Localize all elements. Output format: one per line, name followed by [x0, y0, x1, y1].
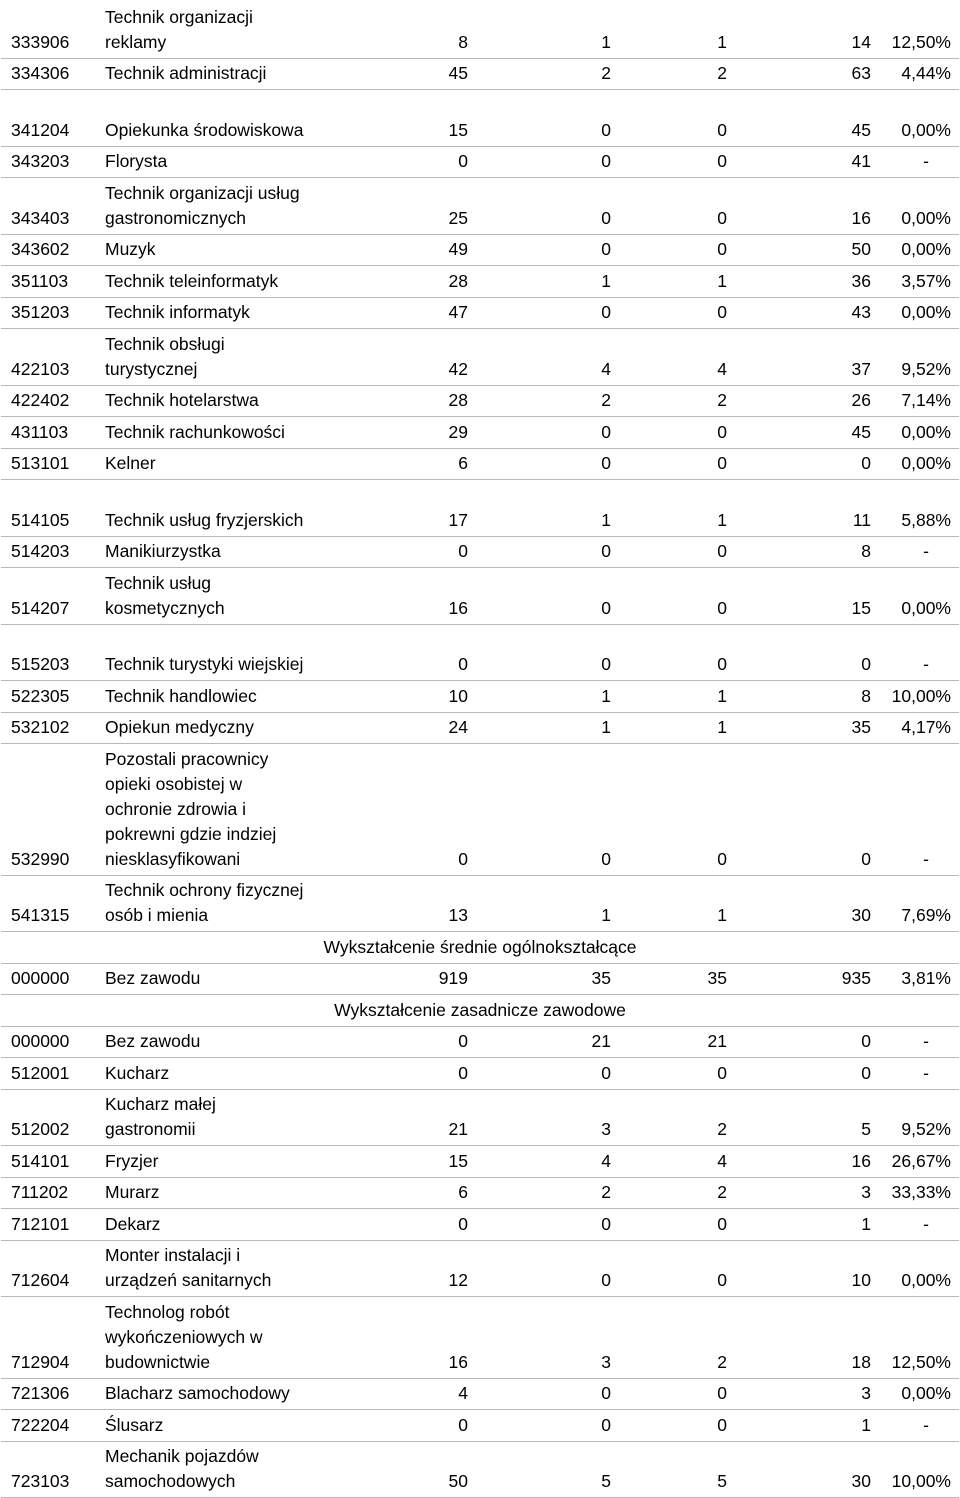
section-header [1, 995, 959, 1027]
percentage: 7,14% [901, 388, 951, 413]
table-row [1, 713, 959, 745]
value-col-2: 0 [601, 1413, 611, 1438]
percentage: 10,00% [892, 684, 951, 709]
percentage: 0,00% [901, 206, 951, 231]
value-col-3: 1 [717, 30, 727, 55]
value-col-4: 16 [852, 1149, 871, 1174]
value-col-1: 0 [458, 1413, 468, 1438]
occupation-name: Pozostali pracownicy opieki osobistej w ochronie zdrowia i pokrewni gdzie indziej niesklasyfikowani [105, 747, 305, 872]
percentage: 33,33% [892, 1180, 951, 1205]
percentage: - [923, 539, 929, 564]
occupation-code: 712604 [11, 1268, 69, 1293]
table-row [1, 1379, 959, 1411]
value-col-2: 0 [601, 420, 611, 445]
value-col-1: 45 [449, 61, 468, 86]
value-col-1: 17 [449, 508, 468, 533]
value-col-4: 35 [852, 715, 871, 740]
occupation-name: Technik hotelarstwa [105, 388, 305, 413]
percentage: 7,69% [901, 903, 951, 928]
value-col-1: 28 [449, 388, 468, 413]
value-col-3: 0 [717, 1413, 727, 1438]
value-col-1: 8 [458, 30, 468, 55]
table-row [1, 178, 959, 235]
value-col-2: 1 [601, 715, 611, 740]
value-col-2: 3 [601, 1350, 611, 1375]
value-col-4: 37 [852, 357, 871, 382]
table-row [1, 1146, 959, 1178]
table-row [1, 1410, 959, 1442]
percentage: - [923, 1413, 929, 1438]
percentage: 9,52% [901, 357, 951, 382]
value-col-2: 0 [601, 1381, 611, 1406]
section-title: Wykształcenie średnie ogólnokształcące [323, 935, 636, 960]
value-col-3: 0 [717, 1212, 727, 1237]
value-col-1: 24 [449, 715, 468, 740]
value-col-4: 3 [861, 1381, 871, 1406]
value-col-4: 1 [861, 1413, 871, 1438]
occupation-name: Technik administracji [105, 61, 305, 86]
percentage: - [923, 1029, 929, 1054]
table-row [1, 1209, 959, 1241]
value-col-3: 0 [717, 237, 727, 262]
occupation-code: 722204 [11, 1413, 69, 1438]
value-col-2: 2 [601, 388, 611, 413]
value-col-2: 4 [601, 357, 611, 382]
table-row [1, 625, 959, 682]
table-row [1, 329, 959, 386]
value-col-2: 0 [601, 652, 611, 677]
value-col-1: 16 [449, 1350, 468, 1375]
occupation-name: Kucharz [105, 1061, 305, 1086]
value-col-1: 6 [458, 1180, 468, 1205]
value-col-4: 0 [861, 451, 871, 476]
value-col-2: 2 [601, 1180, 611, 1205]
value-col-4: 8 [861, 539, 871, 564]
value-col-1: 50 [449, 1469, 468, 1494]
occupation-code: 723103 [11, 1469, 69, 1494]
table-row [1, 568, 959, 625]
occupation-name: Technik obsługi turystycznej [105, 332, 305, 382]
value-col-1: 16 [449, 596, 468, 621]
value-col-4: 0 [861, 1029, 871, 1054]
value-col-2: 3 [601, 1117, 611, 1142]
percentage: 5,88% [901, 508, 951, 533]
value-col-2: 1 [601, 269, 611, 294]
occupation-code: 341204 [11, 118, 69, 143]
occupation-code: 541315 [11, 903, 69, 928]
percentage: 26,67% [892, 1149, 951, 1174]
occupation-name: Dekarz [105, 1212, 305, 1237]
value-col-3: 1 [717, 715, 727, 740]
value-col-4: 45 [852, 420, 871, 445]
percentage: 9,52% [901, 1117, 951, 1142]
value-col-3: 0 [717, 847, 727, 872]
occupation-code: 334306 [11, 61, 69, 86]
value-col-1: 0 [458, 1061, 468, 1086]
value-col-3: 0 [717, 596, 727, 621]
value-col-3: 2 [717, 1350, 727, 1375]
data-table [1, 2, 959, 1498]
value-col-4: 30 [852, 1469, 871, 1494]
value-col-1: 12 [449, 1268, 468, 1293]
occupation-code: 512002 [11, 1117, 69, 1142]
occupation-code: 000000 [11, 966, 69, 991]
occupation-name: Kucharz małej gastronomii [105, 1092, 305, 1142]
table-row [1, 964, 959, 996]
occupation-code: 532990 [11, 847, 69, 872]
table-row [1, 537, 959, 569]
occupation-name: Fryzjer [105, 1149, 305, 1174]
occupation-name: Technik ochrony fizycznej osób i mienia [105, 878, 305, 928]
value-col-3: 2 [717, 388, 727, 413]
value-col-4: 5 [861, 1117, 871, 1142]
table-row [1, 90, 959, 147]
occupation-code: 343203 [11, 149, 69, 174]
occupation-name: Technik organizacji usług gastronomicznych [105, 181, 305, 231]
value-col-2: 0 [601, 451, 611, 476]
table-row [1, 449, 959, 481]
percentage: 3,57% [901, 269, 951, 294]
value-col-3: 21 [708, 1029, 727, 1054]
occupation-code: 532102 [11, 715, 69, 740]
value-col-1: 0 [458, 652, 468, 677]
percentage: 4,17% [901, 715, 951, 740]
percentage: 3,81% [901, 966, 951, 991]
occupation-code: 721306 [11, 1381, 69, 1406]
value-col-3: 0 [717, 118, 727, 143]
occupation-code: 712101 [11, 1212, 69, 1237]
table-row [1, 235, 959, 267]
value-col-2: 0 [601, 1212, 611, 1237]
value-col-4: 43 [852, 300, 871, 325]
percentage: 0,00% [901, 1381, 951, 1406]
value-col-3: 0 [717, 1268, 727, 1293]
occupation-name: Technik informatyk [105, 300, 305, 325]
value-col-1: 47 [449, 300, 468, 325]
value-col-4: 41 [852, 149, 871, 174]
table-row [1, 386, 959, 418]
table-row [1, 681, 959, 713]
percentage: - [923, 847, 929, 872]
table-row [1, 1297, 959, 1379]
value-col-2: 1 [601, 30, 611, 55]
value-col-1: 49 [449, 237, 468, 262]
occupation-code: 514101 [11, 1149, 69, 1174]
value-col-4: 1 [861, 1212, 871, 1237]
occupation-code: 343403 [11, 206, 69, 231]
occupation-code: 000000 [11, 1029, 69, 1054]
value-col-3: 4 [717, 357, 727, 382]
value-col-2: 1 [601, 508, 611, 533]
table-row [1, 744, 959, 876]
table-row [1, 266, 959, 298]
value-col-2: 21 [592, 1029, 611, 1054]
value-col-4: 36 [852, 269, 871, 294]
percentage: 4,44% [901, 61, 951, 86]
table-row [1, 1027, 959, 1059]
value-col-1: 10 [449, 684, 468, 709]
value-col-2: 4 [601, 1149, 611, 1174]
value-col-3: 0 [717, 300, 727, 325]
table-row [1, 2, 959, 59]
value-col-4: 50 [852, 237, 871, 262]
value-col-3: 0 [717, 206, 727, 231]
occupation-code: 422103 [11, 357, 69, 382]
value-col-4: 935 [842, 966, 871, 991]
value-col-3: 1 [717, 269, 727, 294]
percentage: 12,50% [892, 30, 951, 55]
value-col-1: 0 [458, 539, 468, 564]
occupation-name: Murarz [105, 1180, 305, 1205]
value-col-4: 8 [861, 684, 871, 709]
value-col-2: 2 [601, 61, 611, 86]
value-col-3: 0 [717, 149, 727, 174]
occupation-code: 343602 [11, 237, 69, 262]
percentage: 12,50% [892, 1350, 951, 1375]
table-row [1, 298, 959, 330]
value-col-4: 45 [852, 118, 871, 143]
occupation-name: Bez zawodu [105, 966, 305, 991]
percentage: 0,00% [901, 300, 951, 325]
table-row [1, 480, 959, 537]
value-col-3: 5 [717, 1469, 727, 1494]
occupation-name: Technik usług kosmetycznych [105, 571, 305, 621]
value-col-1: 919 [439, 966, 468, 991]
value-col-3: 35 [708, 966, 727, 991]
value-col-4: 63 [852, 61, 871, 86]
table-row [1, 1058, 959, 1090]
value-col-2: 0 [601, 539, 611, 564]
value-col-1: 21 [449, 1117, 468, 1142]
occupation-name: Muzyk [105, 237, 305, 262]
value-col-4: 30 [852, 903, 871, 928]
occupation-code: 431103 [11, 420, 68, 445]
occupation-name: Opiekunka środowiskowa [105, 118, 305, 143]
value-col-4: 3 [861, 1180, 871, 1205]
percentage: 0,00% [901, 1268, 951, 1293]
value-col-1: 42 [449, 357, 468, 382]
occupation-name: Technik handlowiec [105, 684, 305, 709]
occupation-name: Florysta [105, 149, 305, 174]
occupation-name: Blacharz samochodowy [105, 1381, 305, 1406]
value-col-1: 15 [449, 118, 468, 143]
value-col-4: 0 [861, 652, 871, 677]
value-col-2: 0 [601, 300, 611, 325]
value-col-3: 2 [717, 1180, 727, 1205]
value-col-3: 0 [717, 451, 727, 476]
value-col-4: 16 [852, 206, 871, 231]
section-header [1, 932, 959, 964]
value-col-3: 1 [717, 508, 727, 533]
value-col-2: 5 [601, 1469, 611, 1494]
table-row [1, 1090, 959, 1147]
value-col-4: 26 [852, 388, 871, 413]
occupation-code: 351103 [11, 269, 68, 294]
value-col-4: 18 [852, 1350, 871, 1375]
value-col-4: 14 [852, 30, 871, 55]
value-col-4: 10 [852, 1268, 871, 1293]
occupation-name: Technik usług fryzjerskich [105, 508, 305, 533]
value-col-1: 25 [449, 206, 468, 231]
table-row [1, 59, 959, 91]
percentage: 0,00% [901, 237, 951, 262]
percentage: - [923, 1061, 929, 1086]
value-col-1: 0 [458, 1029, 468, 1054]
percentage: 10,00% [892, 1469, 951, 1494]
percentage: 0,00% [901, 420, 951, 445]
value-col-3: 0 [717, 1061, 727, 1086]
value-col-4: 15 [852, 596, 871, 621]
occupation-name: Technik rachunkowości [105, 420, 305, 445]
value-col-3: 0 [717, 539, 727, 564]
occupation-code: 514203 [11, 539, 69, 564]
occupation-name: Technik organizacji reklamy [105, 5, 305, 55]
occupation-name: Technik teleinformatyk [105, 269, 305, 294]
occupation-name: Mechanik pojazdów samochodowych [105, 1444, 305, 1494]
value-col-3: 2 [717, 1117, 727, 1142]
table-row [1, 1241, 959, 1298]
section-title: Wykształcenie zasadnicze zawodowe [334, 998, 626, 1023]
value-col-2: 0 [601, 596, 611, 621]
occupation-code: 351203 [11, 300, 69, 325]
value-col-3: 2 [717, 61, 727, 86]
value-col-4: 11 [853, 508, 871, 533]
value-col-3: 1 [717, 684, 727, 709]
percentage: 0,00% [901, 118, 951, 143]
value-col-1: 6 [458, 451, 468, 476]
value-col-2: 1 [601, 903, 611, 928]
occupation-name: Ślusarz [105, 1413, 305, 1438]
value-col-4: 0 [861, 847, 871, 872]
occupation-code: 513101 [11, 451, 69, 476]
value-col-2: 1 [601, 684, 611, 709]
table-row [1, 147, 959, 179]
occupation-name: Bez zawodu [105, 1029, 305, 1054]
value-col-2: 0 [601, 1268, 611, 1293]
value-col-2: 0 [601, 118, 611, 143]
value-col-3: 0 [717, 420, 727, 445]
value-col-1: 28 [449, 269, 468, 294]
value-col-1: 0 [458, 847, 468, 872]
occupation-code: 514207 [11, 596, 69, 621]
value-col-2: 0 [601, 237, 611, 262]
occupation-name: Manikiurzystka [105, 539, 305, 564]
occupation-code: 522305 [11, 684, 69, 709]
value-col-2: 35 [592, 966, 611, 991]
occupation-name: Monter instalacji i urządzeń sanitarnych [105, 1243, 305, 1293]
percentage: - [923, 652, 929, 677]
percentage: 0,00% [901, 596, 951, 621]
occupation-code: 512001 [11, 1061, 69, 1086]
table-row [1, 1178, 959, 1210]
occupation-name: Opiekun medyczny [105, 715, 305, 740]
occupation-name: Kelner [105, 451, 305, 476]
value-col-1: 15 [449, 1149, 468, 1174]
table-row [1, 876, 959, 933]
value-col-1: 13 [449, 903, 468, 928]
value-col-3: 4 [717, 1149, 727, 1174]
value-col-1: 0 [458, 149, 468, 174]
percentage: 0,00% [901, 451, 951, 476]
value-col-3: 0 [717, 652, 727, 677]
table-row [1, 1442, 959, 1498]
occupation-code: 422402 [11, 388, 69, 413]
percentage: - [923, 149, 929, 174]
value-col-4: 0 [861, 1061, 871, 1086]
occupation-code: 514105 [11, 508, 69, 533]
value-col-3: 1 [717, 903, 727, 928]
value-col-2: 0 [601, 149, 611, 174]
occupation-code: 333906 [11, 30, 69, 55]
value-col-2: 0 [601, 1061, 611, 1086]
value-col-3: 0 [717, 1381, 727, 1406]
occupation-code: 712904 [11, 1350, 69, 1375]
occupation-name: Technik turystyki wiejskiej [105, 652, 305, 677]
value-col-2: 0 [601, 847, 611, 872]
value-col-1: 4 [458, 1381, 468, 1406]
value-col-2: 0 [601, 206, 611, 231]
occupation-code: 515203 [11, 652, 69, 677]
occupation-name: Technolog robót wykończeniowych w budownictwie [105, 1300, 305, 1375]
table-row [1, 417, 959, 449]
percentage: - [923, 1212, 929, 1237]
value-col-1: 0 [458, 1212, 468, 1237]
occupation-code: 711202 [11, 1180, 68, 1205]
value-col-1: 29 [449, 420, 468, 445]
